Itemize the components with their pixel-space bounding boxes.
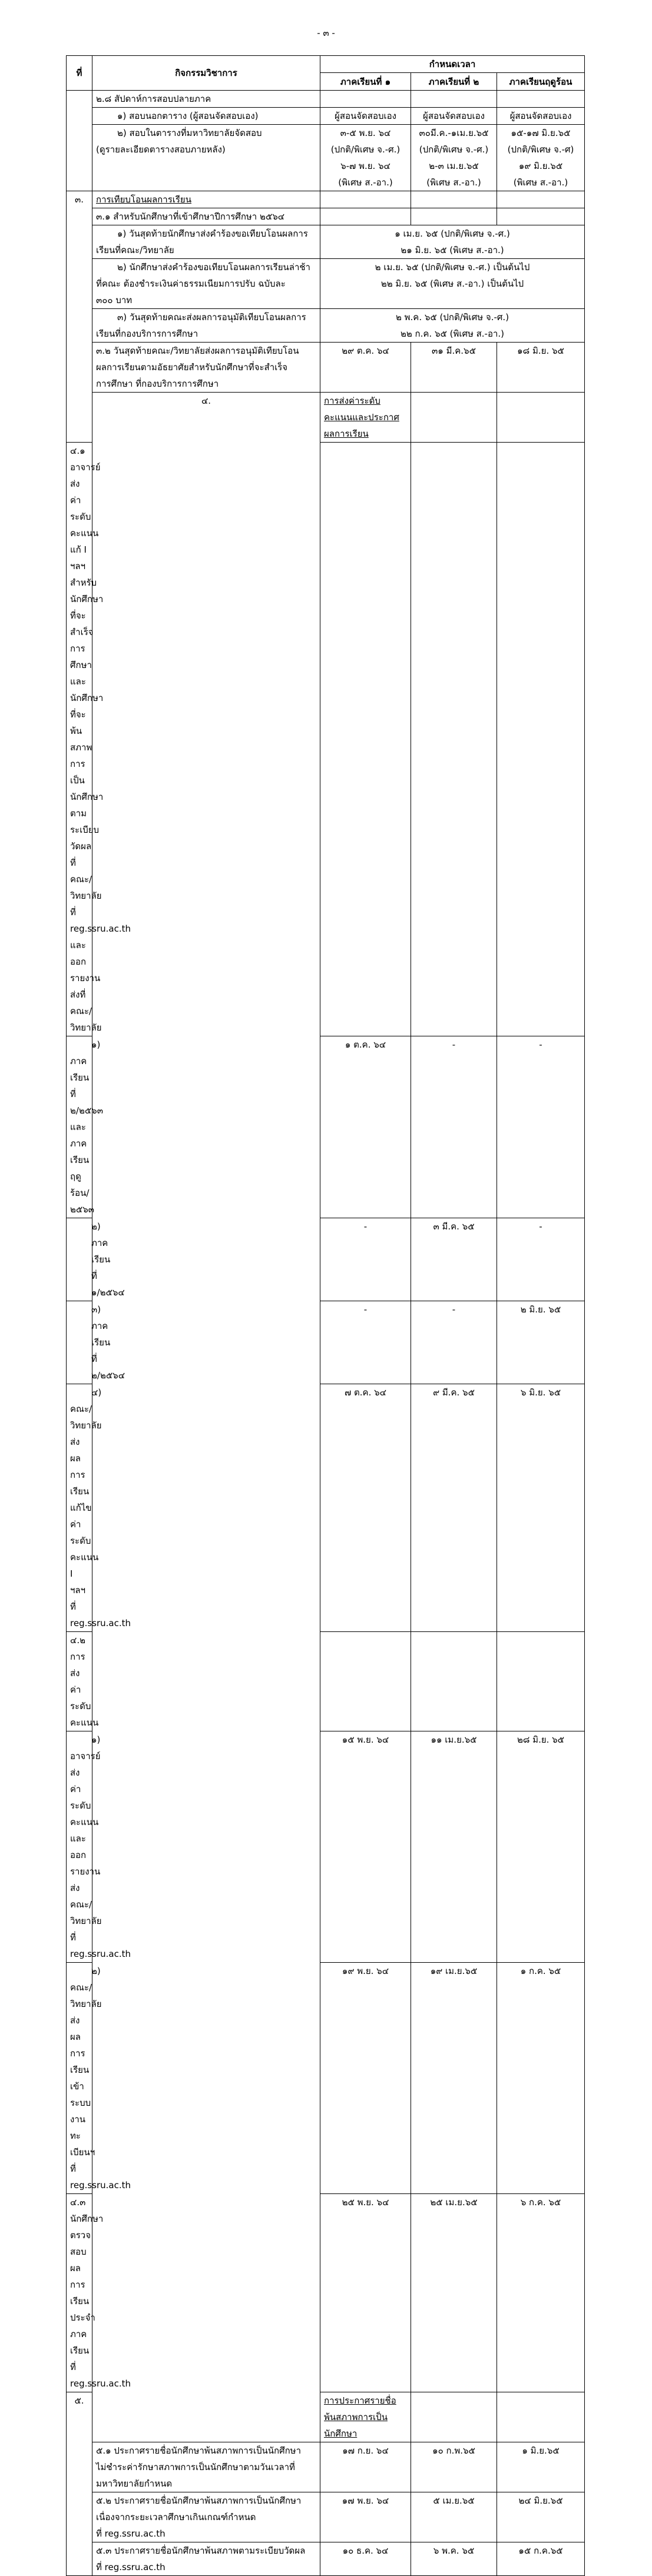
activity-line: ที่คณะ ต้องชำระเงินค่าธรรมเนียมการปรับ ฉบับละ — [96, 278, 286, 289]
summer-cell: ๒๘ มิ.ย. ๖๕ — [497, 1731, 585, 1963]
term1-cell: ๑ ต.ค. ๖๔ — [320, 1036, 411, 1218]
activity-line: เรียนที่กองบริการการศึกษา — [96, 328, 198, 339]
activity-line: เนื่องจากระยะเวลาศึกษาเกินเกณฑ์กำหนด — [96, 2512, 256, 2522]
activity-cell — [92, 2542, 320, 2576]
activity-cell: ๓.๑ สำหรับนักศึกษาที่เข้าศึกษาปีการศึกษา ๒๕๖๔ — [92, 208, 320, 225]
summer-cell: - — [497, 1036, 585, 1218]
activity-line: ๓.๒ วันสุดท้ายคณะ/วิทยาลัยส่งผลการอนุมัติเทียบโอน — [96, 345, 299, 356]
summer-cell: ๑ มิ.ย.๖๕ — [497, 2442, 585, 2492]
activity-cell — [92, 125, 320, 191]
activity-cell — [67, 443, 131, 1036]
activity-line: ที่ reg.ssru.ac.th — [96, 2528, 166, 2539]
term2-cell: ๓ มี.ค. ๖๕ — [411, 1218, 497, 1301]
term1-cell: ๑๗ พ.ย. ๖๔ — [320, 2492, 411, 2542]
activity-line: คะแนน I ฯลฯ ที่ reg.ssru.ac.th — [70, 1552, 131, 1628]
term2-cell: ๑๐ ก.พ.๖๕ — [411, 2442, 497, 2492]
date-line: ๒๑ มิ.ย. ๖๕ (พิเศษ ส.-อา.) — [401, 245, 504, 255]
activity-line: การเป็นนักศึกษาตามระเบียบวัดผลที่คณะ/วิทยาลัย ที่ — [70, 759, 104, 918]
activity-cell — [92, 343, 320, 393]
table-row — [67, 91, 585, 108]
term2-cell: - — [411, 1301, 497, 1384]
summer-cell: ๑๕ ก.ค.๖๕ — [497, 2542, 585, 2576]
term1-cell: - — [320, 1301, 411, 1384]
summer-cell: ๑ ก.ค. ๖๕ — [497, 1963, 585, 2194]
section-row — [67, 393, 585, 443]
header-term2: ภาคเรียนที่ ๒ — [411, 73, 497, 91]
date-line: ๓๐มี.ค.-๑เม.ย.๖๕ — [419, 128, 489, 138]
date-line: ๒-๓ เม.ย.๖๕ — [429, 161, 479, 171]
table-row — [67, 343, 585, 393]
activity-line: ๔.๑ อาจารย์ส่งค่าระดับคะแนนแก้ I ฯลฯสำหรับ — [70, 446, 101, 588]
section-no: ๕. — [67, 2392, 92, 2576]
section-no: ๔. — [92, 393, 320, 2442]
header-term1: ภาคเรียนที่ ๑ — [320, 73, 411, 91]
activity-cell — [92, 2492, 320, 2542]
activity-line: ๓) วันสุดท้ายคณะส่งผลการอนุมัติเทียบโอนผลการ — [117, 312, 306, 323]
table-row — [67, 2542, 585, 2576]
table-row — [67, 208, 585, 225]
table-row — [67, 2442, 585, 2492]
activity-cell — [92, 225, 320, 259]
activity-cell: ๑) สอบนอกตาราง (ผู้สอนจัดสอบเอง) — [92, 108, 320, 125]
row-no — [67, 91, 92, 191]
section-no: ๓. — [67, 191, 92, 443]
activity-cell — [67, 2194, 131, 2392]
section-title: การเทียบโอนผลการเรียน — [92, 191, 320, 208]
header-no: ที่ — [67, 56, 92, 91]
activity-cell — [67, 1731, 131, 1963]
section-row — [67, 191, 585, 208]
term1-cell: ๒๕ พ.ย. ๖๔ — [320, 2194, 411, 2392]
activity-cell: ๒.๘ สัปดาห์การสอบปลายภาค — [92, 91, 320, 108]
activity-line: reg.ssru.ac.th และออกรายงานส่งที่คณะ/วิทยาลัย — [70, 923, 131, 1033]
date-line: (ปกติ/พิเศษ จ.-ศ.) — [419, 144, 489, 155]
activity-line: ๑) ภาคเรียนที่ ๒/๒๕๖๓ และภาคเรียนฤดูร้อน/ — [70, 1039, 103, 1198]
date-line: ๑๙ มิ.ย.๖๕ — [518, 161, 563, 171]
activity-line: ๑) อาจารย์ส่งค่าระดับคะแนน และออกรายงานส่ง — [70, 1734, 101, 1893]
term2-cell: ๙ มี.ค. ๖๕ — [411, 1384, 497, 1632]
term2-cell: ผู้สอนจัดสอบเอง — [411, 108, 497, 125]
date-line: (พิเศษ ส.-อา.) — [338, 177, 393, 188]
activity-cell — [92, 2442, 320, 2492]
merged-date-cell — [320, 309, 585, 343]
date-line: ๒๒ ก.ค. ๖๕ (พิเศษ ส.-อา.) — [400, 328, 505, 339]
activity-line: ๔) คณะ/วิทยาลัยส่งผลการเรียนแก้ไขค่าระดับ — [70, 1387, 102, 1546]
activity-line: (ดูรายละเอียดตารางสอบภายหลัง) — [96, 144, 226, 155]
table-row — [67, 108, 585, 125]
activity-line: ๕.๓ ประกาศรายชื่อนักศึกษาพ้นสภาพตามระเบียบวัดผล — [96, 2545, 306, 2556]
section-title: การประกาศรายชื่อพ้นสภาพการเป็นนักศึกษา — [320, 2392, 411, 2442]
activity-cell: ๔.๒ การส่งค่าระดับคะแนน — [67, 1632, 92, 1731]
summer-cell: ๒ มิ.ย. ๖๕ — [497, 1301, 585, 1384]
activity-line: ๕.๒ ประกาศรายชื่อนักศึกษาพ้นสภาพการเป็นนักศึกษา — [96, 2495, 302, 2506]
academic-calendar-table — [66, 55, 585, 2576]
activity-line: ที่ reg.ssru.ac.th — [70, 2362, 131, 2389]
summer-cell: ๑๘ มิ.ย. ๖๕ — [497, 343, 585, 393]
term1-cell: ๑๕ พ.ย. ๖๔ — [320, 1731, 411, 1963]
term1-cell: ๒๙ ต.ค. ๖๔ — [320, 343, 411, 393]
activity-cell — [67, 1963, 131, 2194]
term1-cell: ๑๙ พ.ย. ๖๔ — [320, 1963, 411, 2194]
term2-cell — [411, 125, 497, 191]
date-line: ๓-๕ พ.ย. ๖๔ — [340, 128, 391, 138]
date-line: ๒ เม.ย. ๖๕ (ปกติ/พิเศษ จ.-ศ.) เป็นต้นไป — [375, 262, 530, 272]
date-line: (พิเศษ ส.-อา.) — [426, 177, 481, 188]
term2-cell: ๕ เม.ย.๖๕ — [411, 2492, 497, 2542]
summer-cell: ๖ มิ.ย. ๖๕ — [497, 1384, 585, 1632]
section-title: การส่งค่าระดับคะแนนและประกาศผลการเรียน — [320, 393, 411, 443]
activity-cell: ๓) ภาคเรียนที่ ๒/๒๕๖๔ — [67, 1301, 92, 1384]
date-line: (ปกติ/พิเศษ จ.-ศ) — [507, 144, 574, 155]
activity-cell — [92, 259, 320, 309]
activity-cell — [67, 1384, 131, 1632]
table-row — [67, 259, 585, 309]
activity-line: ทะเบียนฯ ที่ reg.ssru.ac.th — [70, 2130, 131, 2191]
date-line: ๒๒ มิ.ย. ๖๕ (พิเศษ ส.-อา.) เป็นต้นไป — [380, 278, 524, 289]
activity-line: ๒) คณะ/วิทยาลัยส่งผลการเรียนเข้าระบบงาน — [70, 1966, 102, 2125]
date-line: (พิเศษ ส.-อา.) — [513, 177, 568, 188]
term2-cell: - — [411, 1036, 497, 1218]
summer-cell — [497, 125, 585, 191]
activity-cell — [92, 309, 320, 343]
activity-line: คณะ/วิทยาลัยที่ reg.ssru.ac.th — [70, 1899, 131, 1959]
activity-line: ไม่ชำระค่ารักษาสภาพการเป็นนักศึกษาตามวันเวลาที่ — [96, 2462, 295, 2472]
activity-line: ๒๕๖๓ — [70, 1204, 95, 1215]
activity-line: ๒) สอบในตารางที่มหาวิทยาลัยจัดสอบ — [117, 128, 262, 138]
summer-cell: - — [497, 1218, 585, 1301]
term2-cell: ๒๕ เม.ย.๖๕ — [411, 2194, 497, 2392]
term2-cell: ๓๑ มี.ค.๖๕ — [411, 343, 497, 393]
activity-line: มหาวิทยาลัยกำหนด — [96, 2478, 173, 2489]
activity-line: นักศึกษาที่จะสำเร็จการศึกษาและนักศึกษาที่จะพ้นสภาพ — [70, 594, 104, 753]
activity-line: ๒) นักศึกษาส่งคำร้องขอเทียบโอนผลการเรียนล่าช้า — [117, 262, 310, 272]
activity-line: ที่ reg.ssru.ac.th — [96, 2562, 166, 2572]
term1-cell: ผู้สอนจัดสอบเอง — [320, 108, 411, 125]
activity-line: ๔.๓ นักศึกษาตรวจสอบผลการเรียนประจำภาคเรียน — [70, 2197, 104, 2356]
table-row — [67, 225, 585, 259]
activity-line: ๓๐๐ บาท — [96, 295, 133, 305]
activity-line: ผลการเรียนตามอัธยาศัยสำหรับนักศึกษาที่จะสำเร็จ — [96, 362, 288, 373]
term1-cell: ๑๗ ก.ย. ๖๔ — [320, 2442, 411, 2492]
date-line: ๑ เม.ย. ๖๕ (ปกติ/พิเศษ จ.-ศ.) — [395, 228, 510, 239]
table-row — [67, 309, 585, 343]
date-line: ๒ พ.ค. ๖๕ (ปกติ/พิเศษ จ.-ศ.) — [395, 312, 509, 323]
header-activity: กิจกรรมวิชาการ — [92, 56, 320, 91]
activity-cell: ๒) ภาคเรียนที่ ๑/๒๕๖๔ — [67, 1218, 92, 1301]
activity-line: เรียนที่คณะ/วิทยาลัย — [96, 245, 174, 255]
header-summer: ภาคเรียนฤดูร้อน — [497, 73, 585, 91]
activity-cell — [67, 1036, 103, 1218]
merged-date-cell — [320, 225, 585, 259]
table-row — [67, 2492, 585, 2542]
date-line: ๑๕-๑๗ มิ.ย.๖๕ — [511, 128, 571, 138]
header-row — [67, 56, 585, 73]
term2-cell: ๑๙ เม.ย.๖๕ — [411, 1963, 497, 2194]
term2-cell: ๖ พ.ค. ๖๕ — [411, 2542, 497, 2576]
merged-date-cell — [320, 259, 585, 309]
term1-cell: ๑๐ ธ.ค. ๖๔ — [320, 2542, 411, 2576]
summer-cell: ๖ ก.ค. ๖๕ — [497, 2194, 585, 2392]
date-line: ๖-๗ พ.ย. ๖๔ — [340, 161, 390, 171]
summer-cell: ผู้สอนจัดสอบเอง — [497, 108, 585, 125]
term1-cell: ๗ ต.ค. ๖๔ — [320, 1384, 411, 1632]
date-line: (ปกติ/พิเศษ จ.-ศ.) — [330, 144, 401, 155]
term2-cell: ๑๑ เม.ย.๖๕ — [411, 1731, 497, 1963]
page-number: - ๓ - — [317, 28, 335, 38]
term1-cell: - — [320, 1218, 411, 1301]
table-row — [67, 125, 585, 191]
activity-line: ๕.๑ ประกาศรายชื่อนักศึกษาพ้นสภาพการเป็นนักศึกษา — [96, 2445, 301, 2456]
activity-line: การศึกษา ที่กองบริการการศึกษา — [96, 378, 219, 389]
summer-cell: ๒๔ มิ.ย.๖๕ — [497, 2492, 585, 2542]
activity-line: ๑) วันสุดท้ายนักศึกษาส่งคำร้องขอเทียบโอนผลการ — [117, 228, 308, 239]
term1-cell — [320, 125, 411, 191]
header-schedule: กำหนดเวลา — [320, 56, 585, 73]
